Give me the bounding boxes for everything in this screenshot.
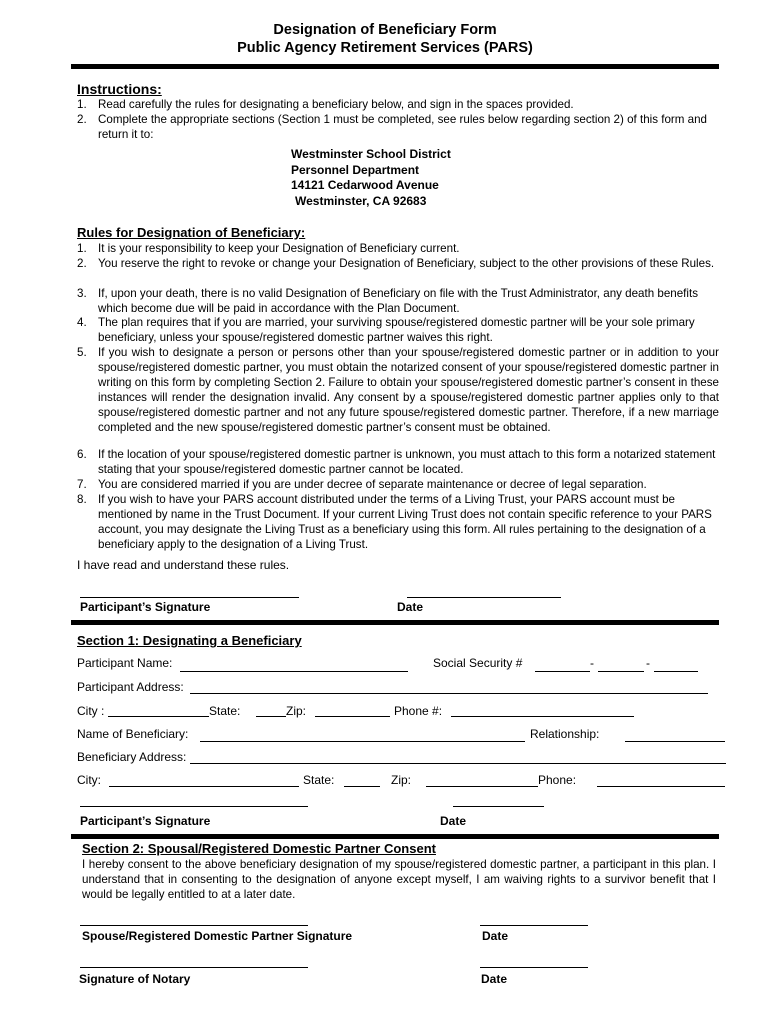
participant-signature-line[interactable] [80,597,299,598]
participant-address-label: Participant Address: [77,680,184,694]
participant-signature-line[interactable] [80,806,308,807]
rule-item: 8. If you wish to have your PARS account distributed under the terms of a Living Trust, your PARS account must be mentioned by name in the Trust Document. If your current Living Trust does not contain specific reference to your PARS account, you may designate the Living Trust as a beneficiary using this form. All rules pertaining to the designation of a beneficiary apply to the designation of a Living Trust. [77,493,712,551]
participant-signature-label: Participant’s Signature [80,600,211,614]
address-line: Westminster School District [291,147,451,161]
consent-text: I hereby consent to the above beneficiary designation of my spouse/registered domestic partner, a participant in this plan. I understand that in consenting to the designation of anyone except myself, I am waiving rights to a survivor benefit that I would be legally entitled to at a later date. [82,858,716,901]
date-label: Date [482,929,509,943]
date-label: Date [397,600,424,614]
city-label: City: [77,773,101,787]
participant-address-field[interactable] [190,693,708,694]
spouse-signature-line[interactable] [80,925,308,926]
participant-name-label: Participant Name: [77,656,173,670]
section1-heading: Section 1: Designating a Beneficiary [77,633,302,648]
form-title: Designation of Beneficiary Form [273,22,497,38]
beneficiary-name-field[interactable] [200,741,525,742]
zip-field[interactable] [315,716,390,717]
notary-signature-line[interactable] [80,967,308,968]
acknowledge-text: I have read and understand these rules. [77,558,290,572]
section2-heading: Section 2: Spousal/Registered Domestic Partner Consent [82,841,436,856]
ssn-field-part3[interactable] [654,671,698,672]
header-divider [71,64,719,69]
ssn-field-part2[interactable] [598,671,644,672]
instructions-heading: Instructions: [77,81,162,97]
rules-heading: Rules for Designation of Beneficiary: [77,225,306,240]
city-field[interactable] [108,716,209,717]
beneficiary-state-field[interactable] [344,786,380,787]
section-divider [71,620,719,625]
zip-label: Zip: [391,773,412,787]
address-line: Personnel Department [291,163,420,177]
ssn-dash: - [590,656,594,670]
beneficiary-address-field[interactable] [190,763,726,764]
date-label: Date [481,972,508,986]
relationship-field[interactable] [625,741,725,742]
date-line[interactable] [480,925,588,926]
rule-item: 7. You are considered married if you are under decree of separate maintenance or decree of legal separation. [77,478,647,491]
rule-item: 3. If, upon your death, there is no valid Designation of Beneficiary on file with the Trust Administrator, any death benefits which become due will be paid in accordance with the Plan Document. [77,287,698,315]
beneficiary-city-field[interactable] [109,786,299,787]
phone-field[interactable] [451,716,634,717]
city-label: City : [77,704,105,718]
state-label: State: [303,773,335,787]
spouse-signature-label: Spouse/Registered Domestic Partner Signature [82,929,353,943]
instruction-item: 1. Read carefully the rules for designating a beneficiary below, and sign in the spaces provided. [77,98,574,111]
address-line: 14121 Cedarwood Avenue [291,178,439,192]
beneficiary-address-label: Beneficiary Address: [77,750,187,764]
date-line[interactable] [407,597,561,598]
relationship-label: Relationship: [530,727,600,741]
instruction-item: 2. Complete the appropriate sections (Section 1 must be completed, see rules below regarding section 2) of this form and return it to: [77,113,707,141]
form-subtitle: Public Agency Retirement Services (PARS) [237,40,533,56]
ssn-field-part1[interactable] [535,671,590,672]
state-field[interactable] [256,716,286,717]
ssn-dash: - [646,656,650,670]
ssn-label: Social Security # [433,656,523,670]
date-line[interactable] [480,967,588,968]
rule-item: 6. If the location of your spouse/registered domestic partner is unknown, you must attach to this form a notarized statement stating that your spouse/registered domestic partner cannot be located. [77,448,716,476]
state-label: State: [209,704,241,718]
rule-item: 2. You reserve the right to revoke or change your Designation of Beneficiary, subject to the other provisions of these Rules. [77,257,715,270]
phone-label: Phone #: [394,704,443,718]
phone-label: Phone: [538,773,577,787]
beneficiary-name-label: Name of Beneficiary: [77,727,189,741]
participant-name-field[interactable] [180,671,408,672]
notary-signature-label: Signature of Notary [79,972,191,986]
participant-signature-label: Participant’s Signature [80,814,211,828]
rule-item: 4. The plan requires that if you are married, your surviving spouse/registered domestic partner will be your sole primary beneficiary, unless your spouse/registered domestic partner waives this right. [77,316,695,344]
date-label: Date [440,814,467,828]
address-line: Westminster, CA 92683 [295,194,427,208]
beneficiary-phone-field[interactable] [597,786,725,787]
rule-item: 1. It is your responsibility to keep your Designation of Beneficiary current. [77,242,460,255]
beneficiary-zip-field[interactable] [426,786,538,787]
date-line[interactable] [453,806,544,807]
section-divider [71,834,719,839]
zip-label: Zip: [286,704,307,718]
rule-item: 5. If you wish to designate a person or persons other than your spouse/registered domestic partner or in addition to your spouse/registered domestic partner, you must obtain the notarized consent of your spouse/registered domestic partner in writing on this form by completing Section 2. Failure to obtain your spouse/registered domestic partner’s consent in these instances will render the designation invalid. Any consent by a spouse/registered domestic partner applies only to that spouse/registered domestic partner and not any future spouse/registered domestic partner. Therefore, if a new marriage completed and the new spouse/registered domestic partner’s consent must be obtained. [77,346,719,434]
